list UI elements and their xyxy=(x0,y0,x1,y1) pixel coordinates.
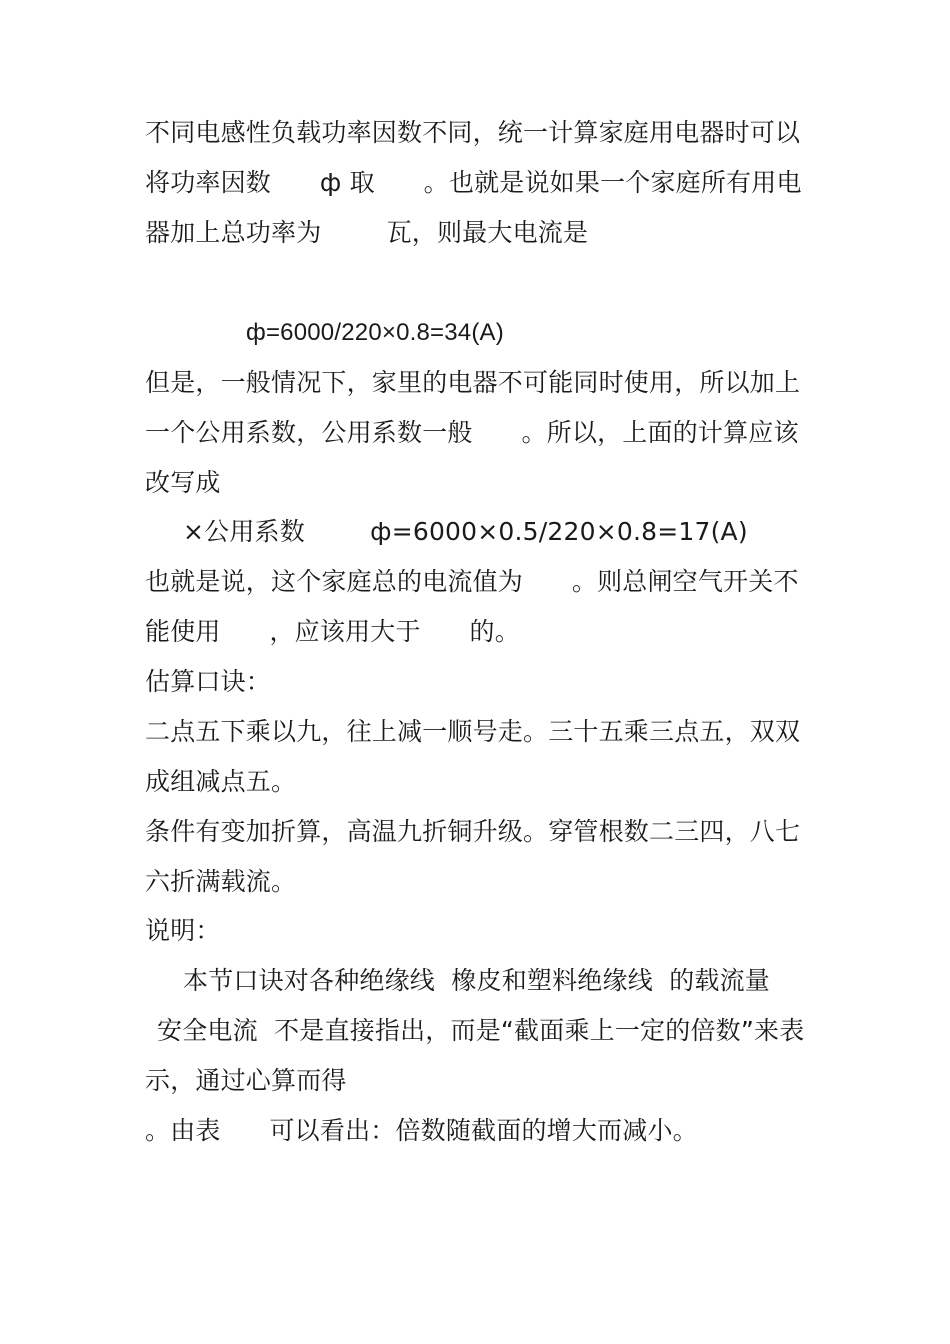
text-line-19: 示，通过心算而得 xyxy=(145,1066,347,1095)
text-line-2: 将功率因数 ф 取 。也就是说如果一个家庭所有用电 xyxy=(145,168,802,197)
formula-line-1: ф=6000/220×0.8=34(A) xyxy=(246,319,504,346)
text-line-3: 器加上总功率为 瓦，则最大电流是 xyxy=(145,218,589,247)
text-line-18: 安全电流 不是直接指出，而是“截面乘上一定的倍数”来表 xyxy=(157,1016,805,1045)
text-line-7: 改写成 xyxy=(145,468,221,497)
text-line-15: 六折满载流。 xyxy=(145,867,297,896)
text-line-14: 条件有变加折算，高温九折铜升级。穿管根数二三四，八七 xyxy=(145,817,801,846)
text-line-1: 不同电感性负载功率因数不同，统一计算家庭用电器时可以 xyxy=(145,118,801,147)
section-heading-formula: 估算口诀： xyxy=(145,667,272,696)
text-line-20: 。由表 可以看出：倍数随截面的增大而减小。 xyxy=(145,1116,698,1145)
text-line-13: 成组减点五。 xyxy=(145,767,297,796)
section-heading-notes: 说明： xyxy=(145,916,221,945)
text-line-6: 一个公用系数，公用系数一般 。所以，上面的计算应该 xyxy=(145,418,799,447)
text-line-17: 本节口诀对各种绝缘线 橡皮和塑料绝缘线 的载流量 xyxy=(183,966,770,995)
text-line-9: 也就是说，这个家庭总的电流值为 。则总闸空气开关不 xyxy=(145,567,799,596)
text-line-12: 二点五下乘以九，往上减一顺号走。三十五乘三点五，双双 xyxy=(145,717,801,746)
text-line-10: 能使用 ，应该用大于 的。 xyxy=(145,617,520,646)
formula-line-2: ×公用系数 ф=6000×0.5/220×0.8=17(A) xyxy=(183,517,748,546)
text-line-5: 但是，一般情况下，家里的电器不可能同时使用，所以加上 xyxy=(145,368,801,397)
